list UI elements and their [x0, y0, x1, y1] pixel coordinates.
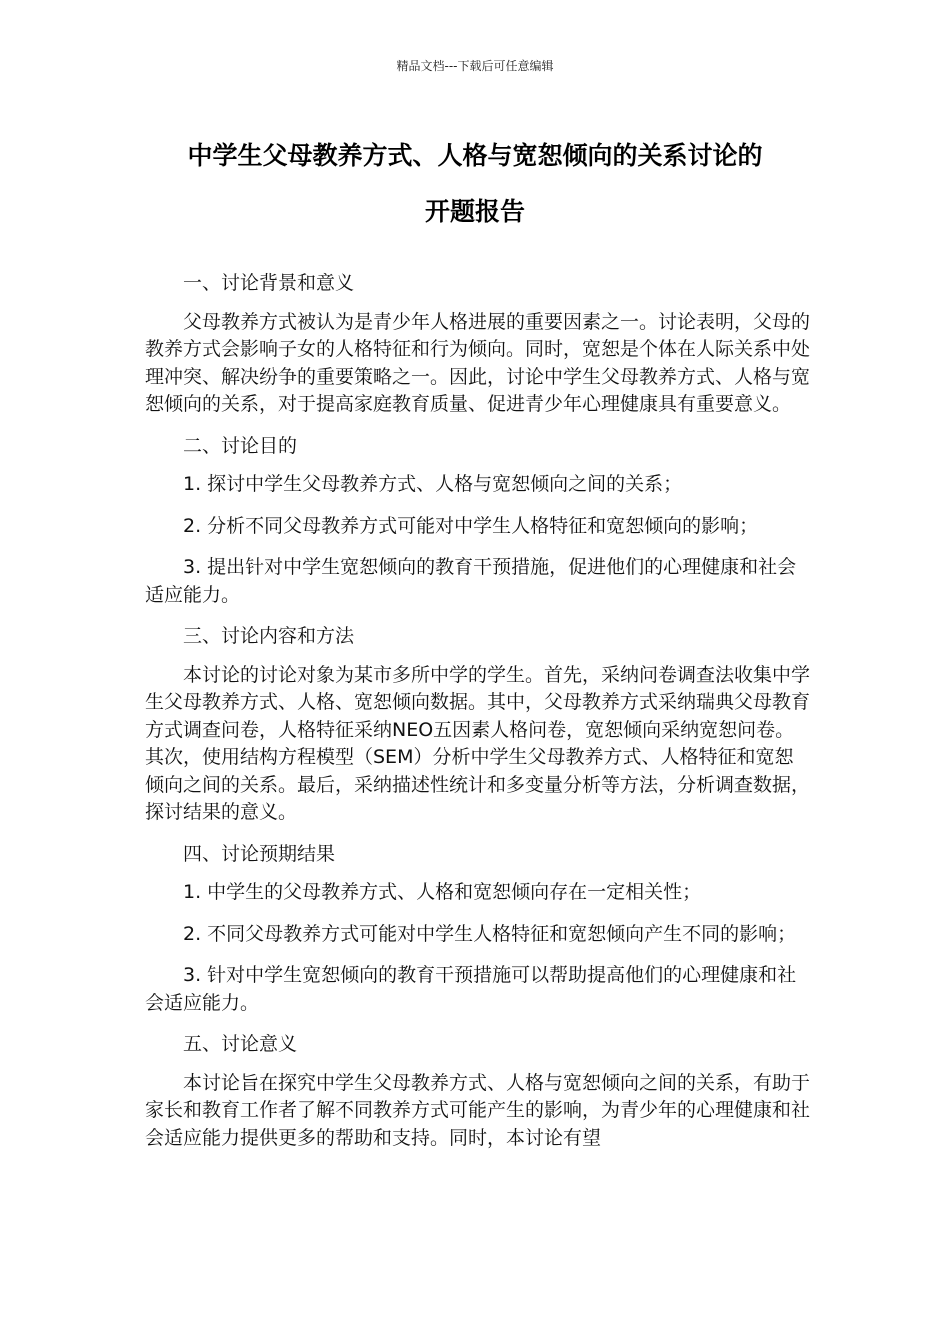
section-heading: 一、讨论背景和意义 [183, 272, 355, 294]
list-item: 3. 提出针对中学生宽恕倾向的教育干预措施，促进他们的心理健康和社会适应能力。 [145, 556, 797, 606]
section-heading: 四、讨论预期结果 [183, 842, 336, 865]
list-item: 3. 针对中学生宽恕倾向的教育干预措施可以帮助提高他们的心理健康和社会适应能力。 [145, 964, 797, 1014]
section-heading: 二、讨论目的 [183, 434, 298, 457]
list-item: 2. 分析不同父母教养方式可能对中学生人格特征和宽恕倾向的影响； [183, 514, 759, 537]
document-title-line-2: 开题报告 [424, 197, 525, 226]
body-paragraph: 本讨论的讨论对象为某市多所中学的学生。首先，采纳问卷调查法收集中学生父母教养方式、人格、宽恕倾向数据。其中，父母教养方式采纳瑞典父母教育方式调查问卷，人格特征采纳NEO五因素人格问卷，宽恕倾向采纳宽恕问卷。其次，使用结构方程模型（SEM）分析中学生父母教养方式、人格特征和宽恕倾向之间的关系。最后，采纳描述性统计和多变量分析等方法，分析调查数据，探讨结果的意义。 [145, 663, 811, 823]
document-title-line-1: 中学生父母教养方式、人格与宽恕倾向的关系讨论的 [187, 141, 763, 170]
document-body [145, 270, 810, 1166]
list-item: 1. 探讨中学生父母教养方式、人格与宽恕倾向之间的关系； [183, 473, 683, 495]
section-heading: 三、讨论内容和方法 [183, 625, 355, 647]
list-item: 2. 不同父母教养方式可能对中学生人格特征和宽恕倾向产生不同的影响； [183, 922, 797, 945]
section-heading: 五、讨论意义 [183, 1033, 298, 1055]
list-item: 1. 中学生的父母教养方式、人格和宽恕倾向存在一定相关性； [183, 881, 702, 903]
page-header: 精品文档---下载后可任意编辑 [396, 59, 554, 73]
body-paragraph: 父母教养方式被认为是青少年人格进展的重要因素之一。讨论表明，父母的教养方式会影响子女的人格特征和行为倾向。同时，宽恕是个体在人际关系中处理冲突、解决纷争的重要策略之一。因此，讨论中学生父母教养方式、人格与宽恕倾向的关系，对于提高家庭教育质量、促进青少年心理健康具有重要意义。 [145, 310, 811, 415]
body-paragraph: 本讨论旨在探究中学生父母教养方式、人格与宽恕倾向之间的关系，有助于家长和教育工作者了解不同教养方式可能产生的影响，为青少年的心理健康和社会适应能力提供更多的帮助和支持。同时，本讨论有望 [145, 1071, 811, 1149]
